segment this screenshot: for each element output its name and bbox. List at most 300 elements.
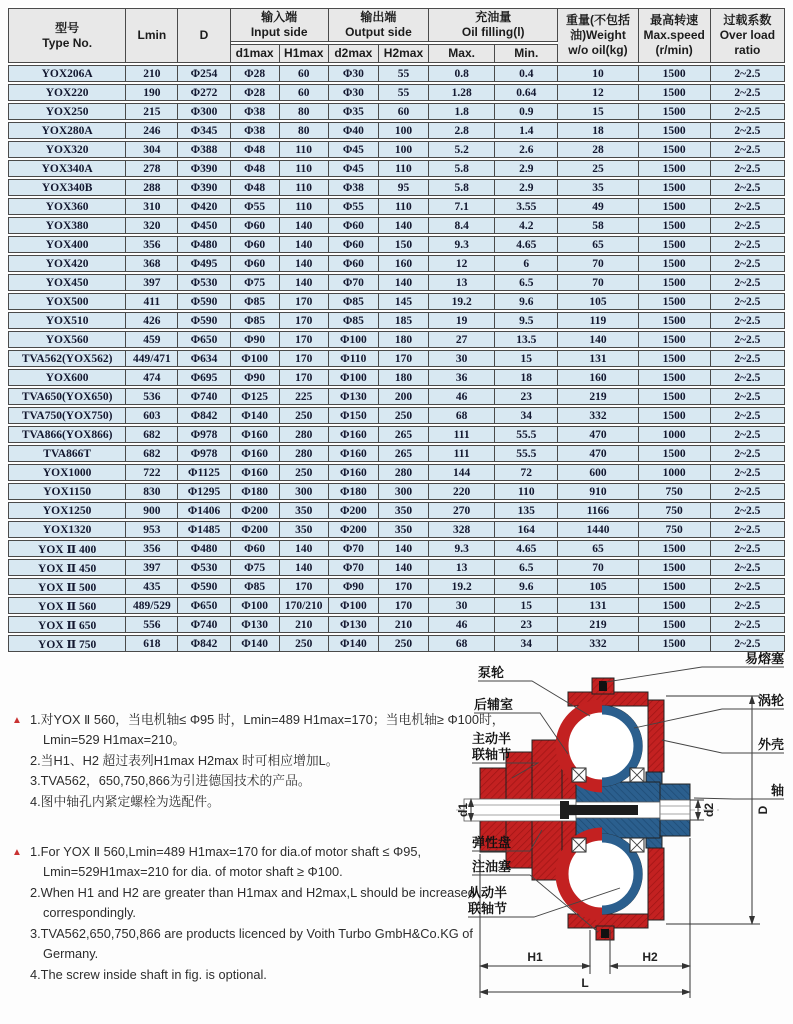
value-cell: 110 <box>495 483 558 500</box>
value-cell: 411 <box>126 293 178 310</box>
type-no-cell: YOX1250 <box>8 502 126 519</box>
value-cell: 170/210 <box>280 597 329 614</box>
value-cell: 7.1 <box>429 198 495 215</box>
value-cell: 682 <box>126 426 178 443</box>
value-cell: Φ60 <box>231 236 280 253</box>
value-cell: 9.6 <box>495 578 558 595</box>
value-cell: 2~2.5 <box>711 65 785 82</box>
value-cell: 19 <box>429 312 495 329</box>
value-cell: 0.8 <box>429 65 495 82</box>
value-cell: 80 <box>280 122 329 139</box>
value-cell: 2.8 <box>429 122 495 139</box>
value-cell: 36 <box>429 369 495 386</box>
value-cell: 170 <box>379 578 429 595</box>
value-cell: Φ200 <box>329 521 379 538</box>
label-driving-half-line1: 主动半 <box>472 731 512 746</box>
type-no-cell: YOX206A <box>8 65 126 82</box>
value-cell: 1500 <box>639 103 711 120</box>
value-cell: 1.4 <box>495 122 558 139</box>
value-cell: 105 <box>558 578 638 595</box>
value-cell: 12 <box>429 255 495 272</box>
value-cell: 170 <box>280 312 329 329</box>
value-cell: 140 <box>280 255 329 272</box>
header-speed-en: Max.speed <box>643 28 705 42</box>
value-cell: Φ100 <box>329 369 379 386</box>
value-cell: Φ60 <box>329 255 379 272</box>
header-oil-min: Min. <box>495 44 558 63</box>
value-cell: 131 <box>558 597 638 614</box>
table-row <box>8 388 785 405</box>
value-cell: Φ125 <box>231 388 280 405</box>
type-no-cell: YOX600 <box>8 369 126 386</box>
value-cell: Φ90 <box>231 331 280 348</box>
value-cell: 618 <box>126 635 178 652</box>
value-cell: 164 <box>495 521 558 538</box>
value-cell: 70 <box>558 255 638 272</box>
value-cell: Φ160 <box>329 426 379 443</box>
value-cell: Φ160 <box>329 445 379 462</box>
value-cell: 27 <box>429 331 495 348</box>
value-cell: Φ130 <box>329 388 379 405</box>
value-cell: 46 <box>429 388 495 405</box>
value-cell: 144 <box>429 464 495 481</box>
value-cell: 1500 <box>639 445 711 462</box>
value-cell: 55.5 <box>495 445 558 462</box>
type-no-cell: TVA866(YOX866) <box>8 426 126 443</box>
value-cell: 100 <box>379 122 429 139</box>
value-cell: 300 <box>379 483 429 500</box>
value-cell: Φ100 <box>329 331 379 348</box>
value-cell: Φ390 <box>178 160 230 177</box>
value-cell: 2~2.5 <box>711 331 785 348</box>
value-cell: 910 <box>558 483 638 500</box>
value-cell: 280 <box>280 445 329 462</box>
value-cell: Φ140 <box>329 635 379 652</box>
value-cell: Φ100 <box>231 597 280 614</box>
value-cell: 2~2.5 <box>711 255 785 272</box>
value-cell: Φ450 <box>178 217 230 234</box>
value-cell: 2~2.5 <box>711 407 785 424</box>
value-cell: 2~2.5 <box>711 179 785 196</box>
header-max-speed <box>639 8 711 63</box>
header-weight <box>558 8 638 63</box>
value-cell: Φ60 <box>231 255 280 272</box>
value-cell: 280 <box>379 464 429 481</box>
value-cell: 19.2 <box>429 293 495 310</box>
value-cell: 265 <box>379 426 429 443</box>
value-cell: 210 <box>379 616 429 633</box>
value-cell: 368 <box>126 255 178 272</box>
value-cell: 140 <box>558 331 638 348</box>
value-cell: 9.6 <box>495 293 558 310</box>
value-cell: Φ100 <box>329 597 379 614</box>
value-cell: Φ180 <box>231 483 280 500</box>
value-cell: Φ75 <box>231 559 280 576</box>
value-cell: Φ480 <box>178 236 230 253</box>
type-no-cell: TVA562(YOX562) <box>8 350 126 367</box>
table-row <box>8 616 785 633</box>
value-cell: 180 <box>379 369 429 386</box>
value-cell: 200 <box>379 388 429 405</box>
header-input-en: Input side <box>250 25 308 39</box>
value-cell: 350 <box>280 521 329 538</box>
value-cell: 12 <box>558 84 638 101</box>
header-type-no-zh: 型号 <box>55 20 80 35</box>
value-cell: 2~2.5 <box>711 122 785 139</box>
value-cell: 6.5 <box>495 559 558 576</box>
value-cell: Φ35 <box>329 103 379 120</box>
value-cell: 356 <box>126 540 178 557</box>
warning-triangle-icon: ▲ <box>12 847 22 858</box>
value-cell: 28 <box>558 141 638 158</box>
value-cell: 350 <box>379 502 429 519</box>
value-cell: 304 <box>126 141 178 158</box>
value-cell: Φ85 <box>231 312 280 329</box>
value-cell: 13.5 <box>495 331 558 348</box>
value-cell: 2~2.5 <box>711 483 785 500</box>
note-en-line: Lmin=529H1max=210 for dia. of motor shaft ≥ Φ100. <box>43 864 343 880</box>
type-no-cell: YOX340A <box>8 160 126 177</box>
header-weight-line2: 油)Weight <box>570 28 626 42</box>
header-oil-filling <box>429 8 558 42</box>
value-cell: Φ590 <box>178 293 230 310</box>
type-no-cell: YOX400 <box>8 236 126 253</box>
value-cell: 140 <box>379 559 429 576</box>
table-row <box>8 369 785 386</box>
value-cell: Φ85 <box>329 293 379 310</box>
value-cell: Φ38 <box>231 122 280 139</box>
value-cell: Φ495 <box>178 255 230 272</box>
table-row <box>8 179 785 196</box>
header-speed-unit: (r/min) <box>655 43 693 57</box>
value-cell: 1.8 <box>429 103 495 120</box>
value-cell: Φ45 <box>329 141 379 158</box>
value-cell: 1500 <box>639 122 711 139</box>
value-cell: 900 <box>126 502 178 519</box>
value-cell: 6.5 <box>495 274 558 291</box>
value-cell: 1500 <box>639 198 711 215</box>
value-cell: 1500 <box>639 388 711 405</box>
header-output-zh: 输出端 <box>360 10 397 24</box>
value-cell: 280 <box>280 426 329 443</box>
note-cn-line: 2.当H1、H2 超过表列H1max H2max 时可相应增加L。 <box>30 752 339 768</box>
type-no-cell: YOX420 <box>8 255 126 272</box>
note-cn-line: 4.图中轴孔内紧定螺栓为选配件。 <box>30 793 220 809</box>
value-cell: 2~2.5 <box>711 540 785 557</box>
value-cell: 55 <box>379 65 429 82</box>
value-cell: 1500 <box>639 65 711 82</box>
value-cell: 2~2.5 <box>711 369 785 386</box>
value-cell: 23 <box>495 388 558 405</box>
header-input-zh: 输入端 <box>261 10 298 24</box>
note-cn-line: 3.TVA562，650,750,866为引进德国技术的产品。 <box>30 773 311 789</box>
value-cell: 23 <box>495 616 558 633</box>
value-cell: 95 <box>379 179 429 196</box>
table-row <box>8 597 785 614</box>
note-cn-line: Lmin=529 H1max=210。 <box>43 732 186 748</box>
value-cell: 1166 <box>558 502 638 519</box>
value-cell: 49 <box>558 198 638 215</box>
value-cell: Φ110 <box>329 350 379 367</box>
spec-table-section <box>8 6 785 654</box>
value-cell: 1500 <box>639 616 711 633</box>
value-cell: 80 <box>280 103 329 120</box>
note-en-line: 2.When H1 and H2 are greater than H1max and H2max,L should be increased <box>30 884 475 900</box>
value-cell: 250 <box>379 635 429 652</box>
value-cell: 603 <box>126 407 178 424</box>
value-cell: 1.28 <box>429 84 495 101</box>
value-cell: 536 <box>126 388 178 405</box>
table-row <box>8 407 785 424</box>
value-cell: Φ38 <box>329 179 379 196</box>
value-cell: 105 <box>558 293 638 310</box>
value-cell: 750 <box>639 502 711 519</box>
value-cell: Φ140 <box>231 635 280 652</box>
value-cell: 1500 <box>639 312 711 329</box>
value-cell: 110 <box>379 160 429 177</box>
value-cell: Φ1295 <box>178 483 230 500</box>
value-cell: 1500 <box>639 559 711 576</box>
value-cell: 9.5 <box>495 312 558 329</box>
type-no-cell: YOX510 <box>8 312 126 329</box>
value-cell: Φ272 <box>178 84 230 101</box>
value-cell: Φ388 <box>178 141 230 158</box>
note-cn-line: 1.对YOX Ⅱ 560，当电机轴≤ Φ95 时，Lmin=489 H1max=170；当电机轴≥ Φ100时， <box>30 712 505 727</box>
table-row <box>8 103 785 120</box>
value-cell: 15 <box>558 103 638 120</box>
value-cell: 397 <box>126 559 178 576</box>
value-cell: Φ420 <box>178 198 230 215</box>
coupling-diagram <box>450 648 791 1024</box>
value-cell: 1500 <box>639 217 711 234</box>
header-type-no <box>8 8 126 63</box>
value-cell: 470 <box>558 426 638 443</box>
value-cell: 219 <box>558 616 638 633</box>
type-no-cell: YOX1320 <box>8 521 126 538</box>
value-cell: 350 <box>379 521 429 538</box>
svg-text:d2: d2 <box>702 802 716 818</box>
value-cell: 25 <box>558 160 638 177</box>
value-cell: 489/529 <box>126 597 178 614</box>
table-row <box>8 426 785 443</box>
value-cell: 10 <box>558 65 638 82</box>
value-cell: 13 <box>429 559 495 576</box>
value-cell: Φ160 <box>329 464 379 481</box>
type-no-cell: YOX1150 <box>8 483 126 500</box>
value-cell: 4.65 <box>495 540 558 557</box>
value-cell: 8.4 <box>429 217 495 234</box>
value-cell: Φ85 <box>231 293 280 310</box>
value-cell: 1500 <box>639 635 711 652</box>
value-cell: Φ1485 <box>178 521 230 538</box>
header-oil-en: Oil filling(l) <box>461 25 525 39</box>
value-cell: Φ530 <box>178 274 230 291</box>
value-cell: 140 <box>280 236 329 253</box>
value-cell: 18 <box>558 122 638 139</box>
value-cell: 397 <box>126 274 178 291</box>
value-cell: Φ345 <box>178 122 230 139</box>
table-row <box>8 217 785 234</box>
value-cell: 722 <box>126 464 178 481</box>
value-cell: 35 <box>558 179 638 196</box>
table-body <box>8 65 785 652</box>
value-cell: 68 <box>429 407 495 424</box>
value-cell: 2~2.5 <box>711 84 785 101</box>
header-output-side <box>329 8 429 42</box>
value-cell: Φ842 <box>178 407 230 424</box>
value-cell: 100 <box>379 141 429 158</box>
value-cell: Φ130 <box>231 616 280 633</box>
value-cell: 1500 <box>639 350 711 367</box>
value-cell: 2~2.5 <box>711 217 785 234</box>
type-no-cell: YOX1000 <box>8 464 126 481</box>
value-cell: 2~2.5 <box>711 559 785 576</box>
header-h1max: H1max <box>280 44 329 63</box>
value-cell: 30 <box>429 597 495 614</box>
note-en-line: Germany. <box>43 946 99 962</box>
type-no-cell: TVA650(YOX650) <box>8 388 126 405</box>
label-elastic-disc: 弹性盘 <box>472 835 512 850</box>
value-cell: Φ254 <box>178 65 230 82</box>
header-speed-zh: 最高转速 <box>650 13 699 27</box>
value-cell: Φ150 <box>329 407 379 424</box>
header-d: D <box>178 8 230 63</box>
value-cell: 250 <box>280 407 329 424</box>
value-cell: 0.64 <box>495 84 558 101</box>
table-row <box>8 293 785 310</box>
value-cell: 46 <box>429 616 495 633</box>
value-cell: Φ90 <box>231 369 280 386</box>
value-cell: 356 <box>126 236 178 253</box>
value-cell: 1500 <box>639 179 711 196</box>
value-cell: 210 <box>280 616 329 633</box>
value-cell: Φ85 <box>329 312 379 329</box>
value-cell: 170 <box>280 578 329 595</box>
value-cell: Φ634 <box>178 350 230 367</box>
value-cell: 2~2.5 <box>711 502 785 519</box>
value-cell: Φ590 <box>178 578 230 595</box>
value-cell: 15 <box>495 350 558 367</box>
value-cell: 246 <box>126 122 178 139</box>
value-cell: 250 <box>280 464 329 481</box>
value-cell: 119 <box>558 312 638 329</box>
header-lmin: Lmin <box>126 8 178 63</box>
table-row <box>8 540 785 557</box>
value-cell: Φ1406 <box>178 502 230 519</box>
value-cell: Φ390 <box>178 179 230 196</box>
value-cell: 449/471 <box>126 350 178 367</box>
value-cell: 110 <box>280 160 329 177</box>
table-row <box>8 559 785 576</box>
value-cell: Φ740 <box>178 616 230 633</box>
label-rear-chamber: 后辅室 <box>474 697 514 712</box>
value-cell: Φ48 <box>231 141 280 158</box>
type-no-cell: YOX Ⅱ 750 <box>8 635 126 652</box>
header-overload-en1: Over load <box>719 28 776 42</box>
value-cell: Φ28 <box>231 84 280 101</box>
value-cell: 180 <box>379 331 429 348</box>
table-row <box>8 578 785 595</box>
value-cell: 15 <box>495 597 558 614</box>
value-cell: 140 <box>379 274 429 291</box>
table-row <box>8 84 785 101</box>
value-cell: 1500 <box>639 255 711 272</box>
value-cell: 2~2.5 <box>711 160 785 177</box>
value-cell: 5.8 <box>429 179 495 196</box>
value-cell: 300 <box>280 483 329 500</box>
type-no-cell: YOX Ⅱ 560 <box>8 597 126 614</box>
type-no-cell: YOX360 <box>8 198 126 215</box>
note-en-line: 4.The screw inside shaft in fig. is optional. <box>30 966 267 982</box>
value-cell: Φ60 <box>231 540 280 557</box>
value-cell: 2.6 <box>495 141 558 158</box>
value-cell: Φ70 <box>329 540 379 557</box>
value-cell: Φ60 <box>329 217 379 234</box>
value-cell: Φ650 <box>178 331 230 348</box>
svg-text:D: D <box>756 805 770 815</box>
value-cell: 9.3 <box>429 540 495 557</box>
value-cell: 250 <box>379 407 429 424</box>
value-cell: Φ90 <box>329 578 379 595</box>
table-row <box>8 274 785 291</box>
value-cell: Φ140 <box>231 407 280 424</box>
value-cell: 1500 <box>639 540 711 557</box>
value-cell: 140 <box>280 217 329 234</box>
value-cell: 332 <box>558 407 638 424</box>
value-cell: 5.8 <box>429 160 495 177</box>
value-cell: 2~2.5 <box>711 635 785 652</box>
value-cell: 160 <box>379 255 429 272</box>
type-no-cell: YOX Ⅱ 450 <box>8 559 126 576</box>
value-cell: 350 <box>280 502 329 519</box>
note-en-line: 1.For YOX Ⅱ 560,Lmin=489 H1max=170 for dia.of motor shaft ≤ Φ95, <box>30 844 422 859</box>
value-cell: 9.3 <box>429 236 495 253</box>
value-cell: 219 <box>558 388 638 405</box>
svg-text:d1: d1 <box>456 802 470 818</box>
value-cell: 58 <box>558 217 638 234</box>
type-no-cell: YOX340B <box>8 179 126 196</box>
table-row <box>8 502 785 519</box>
value-cell: 0.4 <box>495 65 558 82</box>
value-cell: 1500 <box>639 407 711 424</box>
value-cell: 140 <box>379 540 429 557</box>
value-cell: 60 <box>379 103 429 120</box>
label-fusible-plug: 易熔塞 <box>744 651 784 666</box>
table-row <box>8 198 785 215</box>
value-cell: 4.65 <box>495 236 558 253</box>
label-shell: 外壳 <box>757 737 784 752</box>
value-cell: 426 <box>126 312 178 329</box>
value-cell: Φ70 <box>329 559 379 576</box>
value-cell: 1500 <box>639 597 711 614</box>
value-cell: 2~2.5 <box>711 103 785 120</box>
value-cell: 160 <box>558 369 638 386</box>
value-cell: Φ1125 <box>178 464 230 481</box>
value-cell: 170 <box>280 331 329 348</box>
type-no-cell: YOX Ⅱ 650 <box>8 616 126 633</box>
header-h2max: H2max <box>379 44 429 63</box>
value-cell: 682 <box>126 445 178 462</box>
value-cell: Φ38 <box>231 103 280 120</box>
value-cell: 470 <box>558 445 638 462</box>
table-row <box>8 483 785 500</box>
value-cell: 2~2.5 <box>711 388 785 405</box>
value-cell: 1000 <box>639 426 711 443</box>
fusible-plug-part <box>599 681 607 691</box>
value-cell: 0.9 <box>495 103 558 120</box>
value-cell: 2~2.5 <box>711 521 785 538</box>
value-cell: Φ978 <box>178 426 230 443</box>
